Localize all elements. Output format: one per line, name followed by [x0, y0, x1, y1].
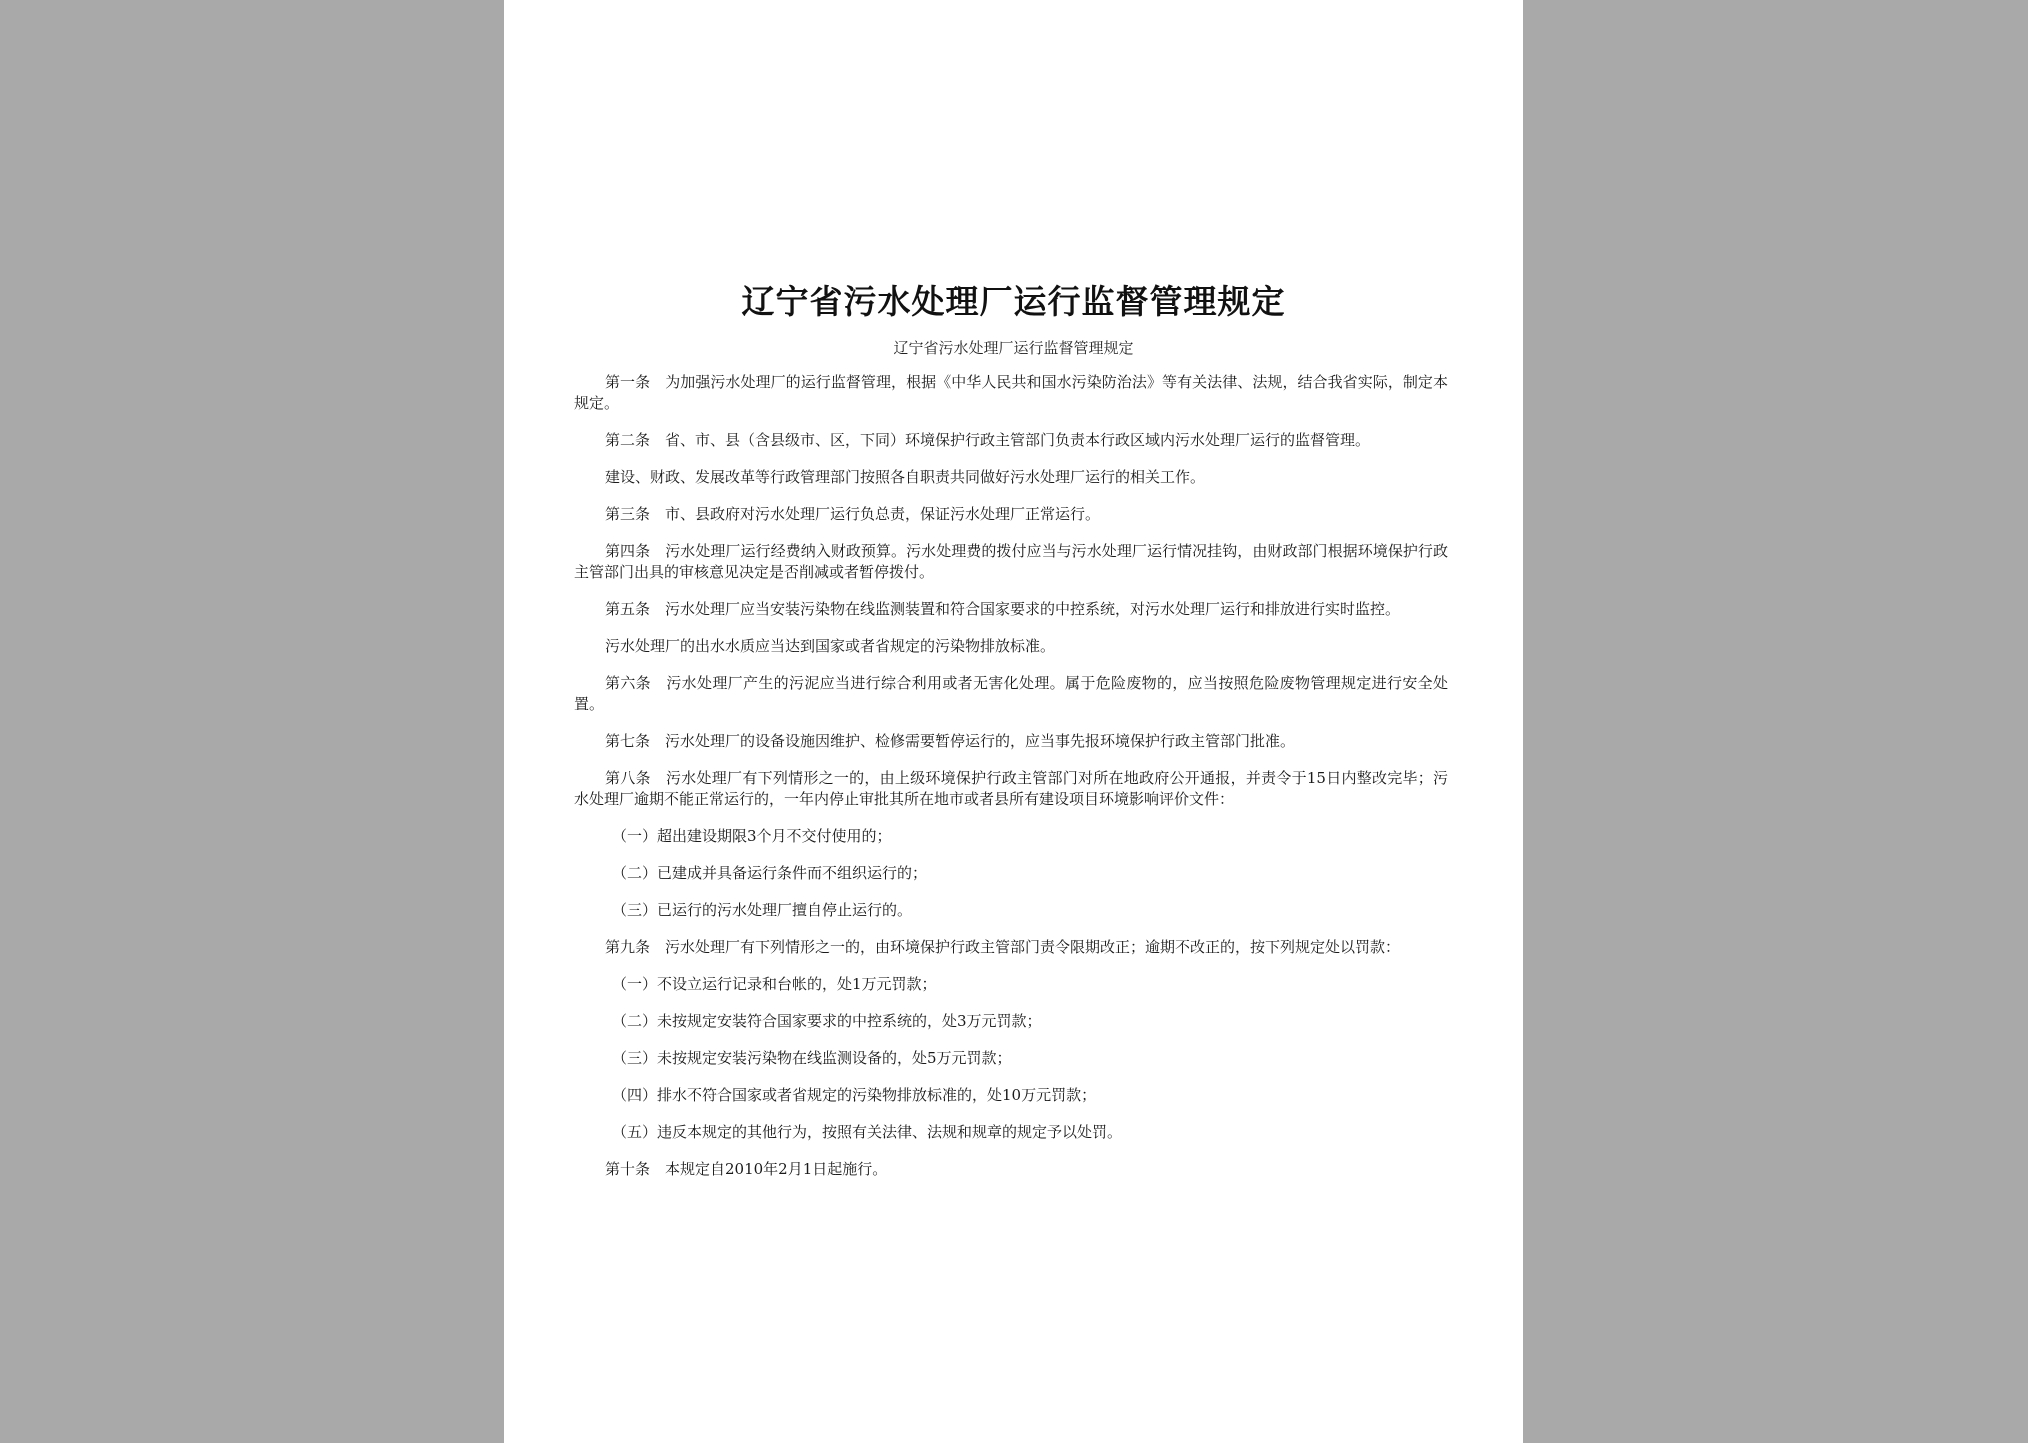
article-6: 第六条 污水处理厂产生的污泥应当进行综合利用或者无害化处理。属于危险废物的，应当按照危险废物管理规定进行安全处置。 — [574, 674, 1448, 713]
document-page — [504, 0, 1523, 1443]
document-body — [574, 372, 1448, 1196]
article-10: 第十条 本规定自2010年2月1日起施行。 — [605, 1160, 888, 1178]
article-5-paragraph-2: 污水处理厂的出水水质应当达到国家或者省规定的污染物排放标准。 — [605, 637, 1056, 655]
article-1: 第一条 为加强污水处理厂的运行监督管理，根据《中华人民共和国水污染防治法》等有关法律、法规，结合我省实际，制定本规定。 — [574, 373, 1448, 412]
article-2-paragraph-2: 建设、财政、发展改革等行政管理部门按照各自职责共同做好污水处理厂运行的相关工作。 — [605, 468, 1206, 486]
article-8-item-1: （一）超出建设期限3个月不交付使用的； — [612, 827, 892, 845]
article-9-item-1: （一）不设立运行记录和台帐的，处1万元罚款； — [612, 975, 937, 993]
article-8: 第八条 污水处理厂有下列情形之一的，由上级环境保护行政主管部门对所在地政府公开通报，并责令于15日内整改完毕；污水处理厂逾期不能正常运行的，一年内停止审批其所在地市或者县所有建设项目环境影响评价文件： — [574, 769, 1448, 808]
article-9-item-5: （五）违反本规定的其他行为，按照有关法律、法规和规章的规定予以处罚。 — [612, 1123, 1123, 1141]
article-9-item-3: （三）未按规定安装污染物在线监测设备的，处5万元罚款； — [612, 1049, 1012, 1067]
article-8-item-3: （三）已运行的污水处理厂擅自停止运行的。 — [612, 901, 913, 919]
article-2: 第二条 省、市、县（含县级市、区，下同）环境保护行政主管部门负责本行政区域内污水处理厂运行的监督管理。 — [605, 431, 1371, 449]
article-8-item-2: （二）已建成并具备运行条件而不组织运行的； — [612, 864, 928, 882]
document-subtitle: 辽宁省污水处理厂运行监督管理规定 — [893, 339, 1134, 357]
article-9-item-4: （四）排水不符合国家或者省规定的污染物排放标准的，处10万元罚款； — [612, 1086, 1097, 1104]
article-4: 第四条 污水处理厂运行经费纳入财政预算。污水处理费的拨付应当与污水处理厂运行情况挂钩，由财政部门根据环境保护行政主管部门出具的审核意见决定是否削减或者暂停拨付。 — [574, 542, 1448, 581]
document-title: 辽宁省污水处理厂运行监督管理规定 — [741, 282, 1286, 321]
article-7: 第七条 污水处理厂的设备设施因维护、检修需要暂停运行的，应当事先报环境保护行政主管部门批准。 — [605, 732, 1296, 750]
article-3: 第三条 市、县政府对污水处理厂运行负总责，保证污水处理厂正常运行。 — [605, 505, 1101, 523]
article-5: 第五条 污水处理厂应当安装污染物在线监测装置和符合国家要求的中控系统，对污水处理厂运行和排放进行实时监控。 — [605, 600, 1401, 618]
article-9: 第九条 污水处理厂有下列情形之一的，由环境保护行政主管部门责令限期改正；逾期不改正的，按下列规定处以罚款： — [605, 938, 1401, 956]
article-9-item-2: （二）未按规定安装符合国家要求的中控系统的，处3万元罚款； — [612, 1012, 1042, 1030]
